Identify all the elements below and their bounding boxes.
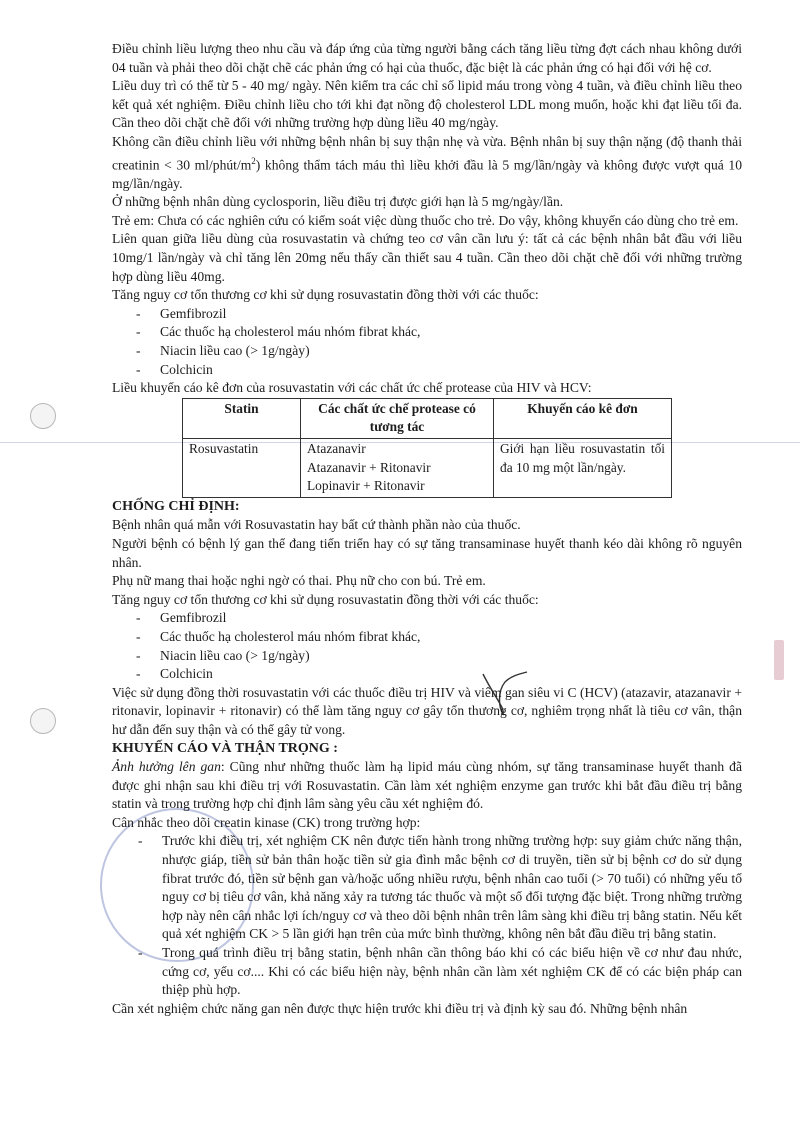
table-header: Khuyến cáo kê đơn [494,398,672,438]
paragraph: Phụ nữ mang thai hoặc nghi ngờ có thai. Phụ nữ cho con bú. Trẻ em. [112,573,486,589]
paragraph: Điều chỉnh liều lượng theo nhu cầu và đáp ứng của từng người bằng cách tăng liều từng đợt cách nhau không dưới 04 tuần và phải theo dõi chặt chẽ các phản ứng có hại của thuốc, đặc biệt là các phản ứng có hại đối với hệ cơ. [112,41,742,75]
section-heading: CHỐNG CHỈ ĐỊNH: [112,498,240,514]
list-item: - Colchicin [136,361,742,380]
table-cell [301,439,494,498]
paragraph: Ở những bệnh nhân dùng cyclosporin, liều điều trị được giới hạn là 5 mg/ngày/lần. [112,194,564,210]
table-cell: Rosuvastatin [183,439,301,498]
paragraph: Liên quan giữa liều dùng của rosuvastatin và chứng teo cơ vân cần lưu ý: tất cả các bệnh nhân bắt đầu với liều 10mg/1 lần/ngày và chỉ tăng lên 20mg nếu thấy cần thiết sau 4 tuần. Cần theo dõi chặt chẽ đối với những trường hợp dùng liều 40mg. [112,231,742,284]
edge-mark [774,640,784,680]
paragraph: Cần xét nghiệm chức năng gan nên được thực hiện trước khi điều trị và định kỳ sau đó. Những bệnh nhân [112,1000,688,1016]
list-item: - Niacin liều cao (> 1g/ngày) [136,342,742,361]
list-item: - Trong quá trình điều trị bằng statin, bệnh nhân cần thông báo khi có các biểu hiện về cơ như đau nhức, cứng cơ, yếu cơ.... Khi có các biểu hiện này, bệnh nhân cần làm xét nghiệm CK để có các biện pháp can thiệp phù hợp. [138,944,742,1000]
list-item: - Các thuốc hạ cholesterol máu nhóm fibrat khác, [136,628,742,647]
paragraph: Người bệnh có bệnh lý gan thể đang tiến triển hay có sự tăng transaminase huyết thanh kéo dài không rõ nguyên nhân. [112,535,742,570]
inhibitor: Atazanavir + Ritonavir [307,459,431,475]
drug-list [112,305,742,379]
paragraph: Trẻ em: Chưa có các nghiên cứu có kiểm soát việc dùng thuốc cho trẻ. Do vậy, không khuyến cáo dùng cho trẻ em. [112,212,739,228]
list-item: - Các thuốc hạ cholesterol máu nhóm fibrat khác, [136,323,742,342]
list-item: - Gemfibrozil [136,305,742,324]
ck-list [112,832,742,999]
table-cell: Giới hạn liều rosuvastatin tối đa 10 mg một lần/ngày. [494,439,672,498]
list-item: - Trước khi điều trị, xét nghiệm CK nên được tiến hành trong những trường hợp: suy giảm chức năng thận, nhược giáp, tiền sử bản thân hoặc tiền sử gia đình mắc bệnh cơ di truyền, tiền sử bị bệnh cơ do sử dụng fibrat trước đó, tiền sử bệnh gan và/hoặc uống nhiều rượu, bệnh nhân cao tuổi (> 70 tuổi) có những yếu tố nguy cơ bị tiêu cơ vân, khả năng xảy ra tương tác thuốc và một số đối tượng đặc biệt. Trong những trường hợp này nên cân nhắc lợi ích/nguy cơ và theo dõi bệnh nhân trên lâm sàng khi điều trị bằng statin. Nếu kết quả xét nghiệm CK > 5 lần giới hạn trên của mức bình thường, không nên bắt đầu điều trị bằng statin. [138,832,742,944]
drug-list [112,609,742,683]
paragraph: Liều khuyến cáo kê đơn của rosuvastatin với các chất ức chế protease của HIV và HCV: [112,380,592,396]
list-item: - Colchicin [136,665,742,684]
table-header: Statin [183,398,301,438]
document-page [112,40,742,1018]
punch-hole [30,403,56,429]
paragraph: Tăng nguy cơ tổn thương cơ khi sử dụng rosuvastatin đồng thời với các thuốc: [112,287,539,303]
paragraph: Không cần điều chỉnh liều với những bệnh nhân bị suy thận nhẹ và vừa. Bệnh nhân bị suy thận nặng (độ thanh thải creatinin < 30 $ml/phút/m^2$) không thẩm tách máu thì liều khởi đầu là 5 mg/lần/ngày và không được vượt quá 10 mg/lần/ngày. [112,133,742,191]
table-header: Các chất ức chế protease có tương tác [301,398,494,438]
inhibitor: Atazanavir [307,441,366,456]
paragraph: Bệnh nhân quá mẫn với Rosuvastatin hay bất cứ thành phần nào của thuốc. [112,517,521,533]
list-item: - Niacin liều cao (> 1g/ngày) [136,647,742,666]
dosage-table [182,398,672,498]
paragraph: Ảnh hưởng lên gan: Cũng như những thuốc làm hạ lipid máu cùng nhóm, sự tăng transaminase huyết thanh đã được ghi nhận sau khi điều trị với Rosuvastatin. Cần làm xét nghiệm enzyme gan trước khi bắt đầu điều trị bằng statin và trong trường hợp chỉ định lâm sàng yêu cầu xét nghiệm đó. [112,759,742,812]
paragraph: Tăng nguy cơ tổn thương cơ khi sử dụng rosuvastatin đồng thời với các thuốc: [112,591,539,607]
punch-hole [30,708,56,734]
paragraph: Liều duy trì có thể từ 5 - 40 mg/ ngày. Nên kiểm tra các chỉ số lipid máu trong vòng 4 tuần, và điều chỉnh liều theo kết quả xét nghiệm. Điều chỉnh liều cho tới khi đạt nồng độ cholesterol LDL mong muốn, hoặc khi đạt liều tối đa. Cần theo dõi chặt chẽ đối với những trường hợp dùng liều 40 mg/ngày. [112,78,742,131]
list-item: - Gemfibrozil [136,609,742,628]
paragraph: Cân nhắc theo dõi creatin kinase (CK) trong trường hợp: [112,814,421,830]
section-heading: KHUYẾN CÁO VÀ THẬN TRỌNG : [112,740,338,756]
inhibitor: Lopinavir + Ritonavir [307,478,425,494]
paragraph: Việc sử dụng đồng thời rosuvastatin với các thuốc điều trị HIV và viêm gan siêu vi C (HCV) (atazavir, atazanavir + ritonavir, lopinavir + ritonavir) có thể làm tăng nguy cơ gây tổn thương cơ, nghiêm trọng nhất là tiêu cơ vân, thận hư dẫn đến suy thận và có thể gây tử vong. [112,684,742,737]
